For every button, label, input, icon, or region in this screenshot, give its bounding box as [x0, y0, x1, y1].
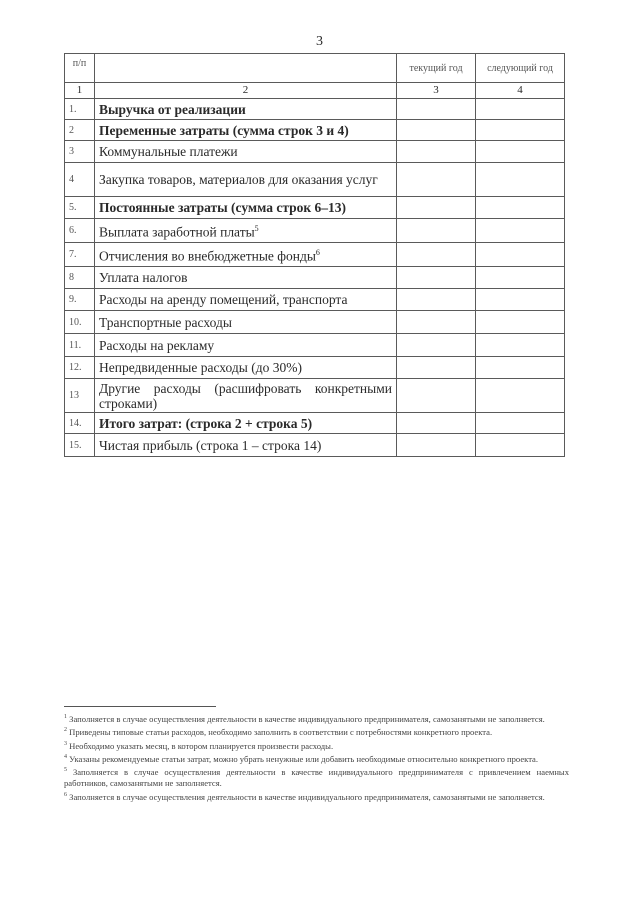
row-label: Другие расходы (расшифровать конкретными строками)	[95, 379, 397, 413]
row-label: Отчисления во внебюджетные фонды	[99, 248, 316, 264]
row-label: Коммунальные платежи	[95, 141, 397, 163]
current-year-cell[interactable]	[397, 219, 476, 243]
table-row	[65, 120, 565, 141]
row-number: 2	[65, 120, 95, 141]
row-number: 12.	[65, 357, 95, 379]
table-row	[65, 219, 565, 243]
row-label: Расходы на рекламу	[95, 334, 397, 357]
footnote	[64, 765, 569, 790]
row-number: 7.	[65, 243, 95, 267]
footnote-text: Заполняется в случае осуществления деятельности в качестве индивидуального предпринимателя, самозанятыми не заполняется.	[69, 713, 545, 724]
row-number: 8	[65, 267, 95, 289]
footnote-mark: 2	[64, 727, 67, 734]
footnote-text: Приведены типовые статьи расходов, необходимо заполнить в соответствии с потребностями конкретного проекта.	[69, 727, 493, 738]
next-year-cell[interactable]	[476, 289, 565, 311]
table-row	[65, 267, 565, 289]
footnote-mark: 4	[64, 753, 67, 760]
current-year-cell[interactable]	[397, 434, 476, 457]
index-cell: 3	[397, 83, 476, 99]
current-year-cell[interactable]	[397, 357, 476, 379]
row-label: Постоянные затраты (сумма строк 6–13)	[95, 197, 397, 219]
table-row	[65, 357, 565, 379]
header-name	[95, 54, 397, 83]
next-year-cell[interactable]	[476, 243, 565, 267]
header-current-year: текущий год	[397, 54, 476, 83]
next-year-cell[interactable]	[476, 141, 565, 163]
next-year-cell[interactable]	[476, 434, 565, 457]
table-row	[65, 379, 565, 413]
footnote	[64, 739, 569, 752]
table-row	[65, 434, 565, 457]
index-cell: 1	[65, 83, 95, 99]
row-number: 13	[65, 379, 95, 413]
index-cell: 2	[95, 83, 397, 99]
header-num: п/п	[65, 54, 95, 83]
current-year-cell[interactable]	[397, 289, 476, 311]
table-header-row	[65, 54, 565, 83]
next-year-cell[interactable]	[476, 311, 565, 334]
footnote	[64, 790, 569, 803]
row-number: 3	[65, 141, 95, 163]
footnote-mark: 3	[64, 740, 67, 747]
next-year-cell[interactable]	[476, 219, 565, 243]
table-row	[65, 141, 565, 163]
footnote-ref: 6	[315, 248, 320, 258]
current-year-cell[interactable]	[397, 163, 476, 197]
footnote	[64, 725, 569, 738]
footnote-text: Указаны рекомендуемые статьи затрат, можно убрать ненужные или добавить необходимые относительно конкретного проекта.	[69, 753, 539, 764]
row-label: Непредвиденные расходы (до 30%)	[95, 357, 397, 379]
table-row	[65, 311, 565, 334]
current-year-cell[interactable]	[397, 379, 476, 413]
row-number: 5.	[65, 197, 95, 219]
footnote-ref: 5	[254, 224, 259, 234]
next-year-cell[interactable]	[476, 120, 565, 141]
current-year-cell[interactable]	[397, 120, 476, 141]
footnote-text: Заполняется в случае осуществления деятельности в качестве индивидуального предпринимателя, самозанятыми не заполняется.	[69, 791, 545, 802]
table-row	[65, 243, 565, 267]
cost-table	[64, 53, 565, 457]
current-year-cell[interactable]	[397, 311, 476, 334]
table-row	[65, 413, 565, 434]
next-year-cell[interactable]	[476, 163, 565, 197]
current-year-cell[interactable]	[397, 197, 476, 219]
column-index-row	[65, 83, 565, 99]
table-row	[65, 99, 565, 120]
next-year-cell[interactable]	[476, 357, 565, 379]
row-label: Закупка товаров, материалов для оказания услуг	[95, 163, 397, 197]
current-year-cell[interactable]	[397, 243, 476, 267]
row-label: Транспортные расходы	[95, 311, 397, 334]
current-year-cell[interactable]	[397, 267, 476, 289]
row-label-cell	[95, 243, 397, 267]
next-year-cell[interactable]	[476, 334, 565, 357]
row-label-cell	[95, 219, 397, 243]
footnote	[64, 712, 569, 725]
row-label: Выручка от реализации	[95, 99, 397, 120]
row-label: Уплата налогов	[95, 267, 397, 289]
row-label: Чистая прибыль (строка 1 – строка 14)	[95, 434, 397, 457]
next-year-cell[interactable]	[476, 267, 565, 289]
row-number: 6.	[65, 219, 95, 243]
footnote-mark: 6	[64, 791, 67, 798]
table-row	[65, 334, 565, 357]
table-row	[65, 197, 565, 219]
footnote-separator	[64, 706, 216, 707]
row-label: Переменные затраты (сумма строк 3 и 4)	[95, 120, 397, 141]
row-number: 10.	[65, 311, 95, 334]
footnotes	[64, 712, 569, 803]
row-number: 11.	[65, 334, 95, 357]
current-year-cell[interactable]	[397, 99, 476, 120]
current-year-cell[interactable]	[397, 334, 476, 357]
current-year-cell[interactable]	[397, 413, 476, 434]
row-label: Выплата заработной платы	[99, 224, 255, 240]
footnote-mark: 1	[64, 714, 67, 720]
footnote	[64, 752, 569, 765]
next-year-cell[interactable]	[476, 379, 565, 413]
next-year-cell[interactable]	[476, 99, 565, 120]
footnote-mark: 5	[64, 767, 67, 774]
header-next-year: следующий год	[476, 54, 565, 83]
row-number: 1.	[65, 99, 95, 120]
row-label: Расходы на аренду помещений, транспорта	[95, 289, 397, 311]
next-year-cell[interactable]	[476, 413, 565, 434]
index-cell: 4	[476, 83, 565, 99]
current-year-cell[interactable]	[397, 141, 476, 163]
row-number: 4	[65, 163, 95, 197]
row-number: 9.	[65, 289, 95, 311]
row-number: 14.	[65, 413, 95, 434]
footnote-text: Заполняется в случае осуществления деятельности в качестве индивидуального предпринимателя с привлечением наемных работников, самозанятыми не заполняется.	[64, 766, 569, 789]
page-number: 3	[316, 34, 323, 49]
row-number: 15.	[65, 434, 95, 457]
next-year-cell[interactable]	[476, 197, 565, 219]
table-row	[65, 289, 565, 311]
table-row	[65, 163, 565, 197]
row-label: Итого затрат: (строка 2 + строка 5)	[95, 413, 397, 434]
footnote-text: Необходимо указать месяц, в котором планируется произвести расходы.	[69, 740, 334, 751]
